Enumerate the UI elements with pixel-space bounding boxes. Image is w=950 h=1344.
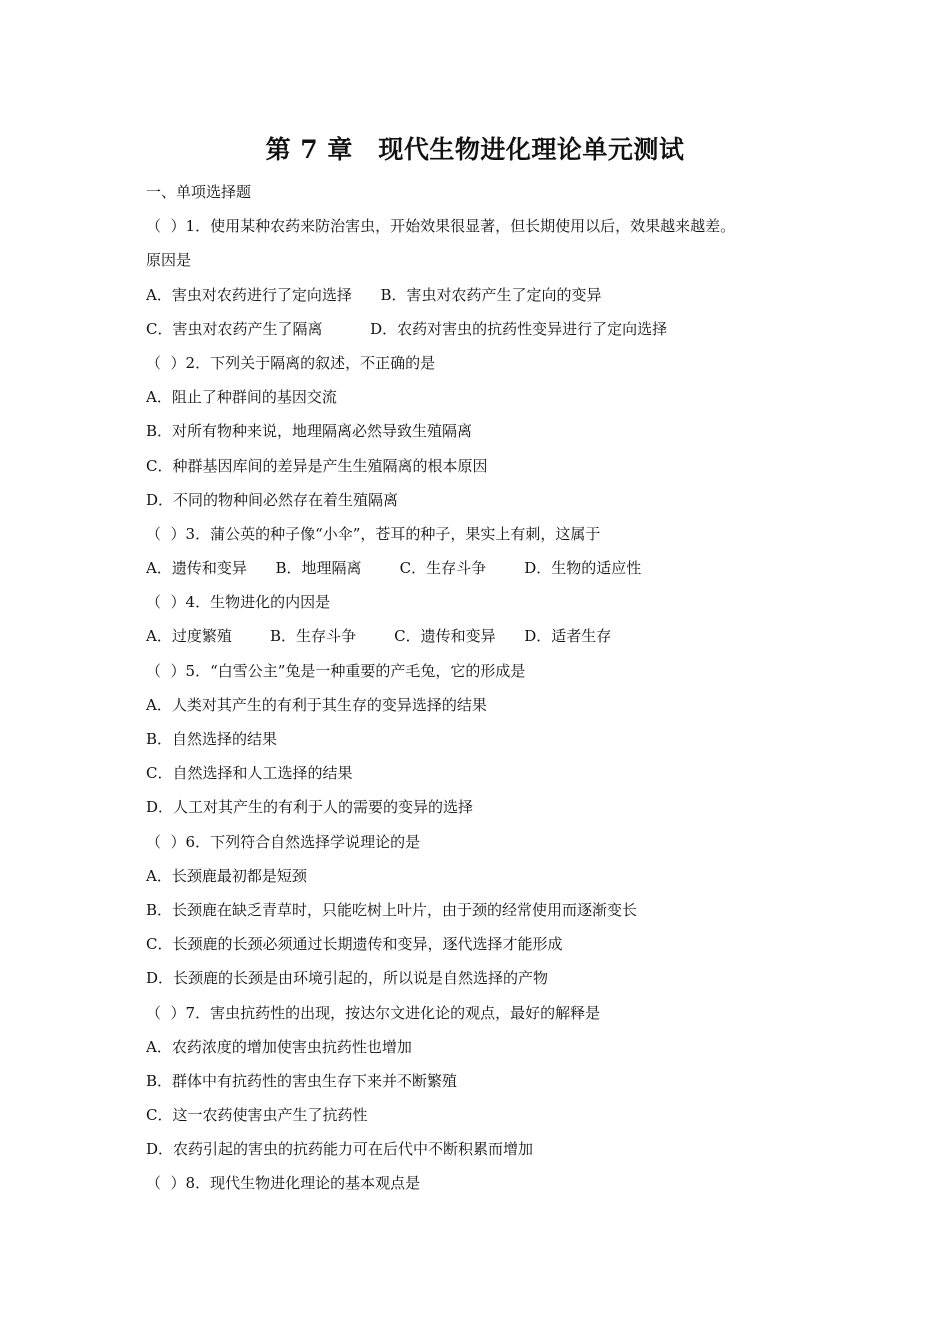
option-line: C．自然选择和人工选择的结果: [146, 764, 353, 783]
option-line: B．长颈鹿在缺乏青草时，只能吃树上叶片，由于颈的经常使用而逐渐变长: [146, 900, 638, 919]
question-line: 原因是: [146, 251, 192, 270]
option-line: D．长颈鹿的长颈是由环境引起的，所以说是自然选择的产物: [146, 969, 549, 988]
option-line: C．种群基因库间的差异是产生生殖隔离的根本原因: [146, 456, 488, 475]
option-line: B．群体中有抗药性的害虫生存下来并不断繁殖: [146, 1071, 458, 1090]
option-line: A．害虫对农药进行了定向选择 B．害虫对农药产生了定向的变异: [146, 285, 602, 304]
option-line: D．农药引起的害虫的抗药能力可在后代中不断积累而增加: [146, 1140, 534, 1159]
question-line: （ ）7．害虫抗药性的出现，按达尔文进化论的观点，最好的解释是: [146, 1003, 601, 1022]
question-line: （ ）4．生物进化的内因是: [146, 593, 331, 612]
question-line: （ ）3．蒲公英的种子像“小伞”，苍耳的种子，果实上有刺，这属于: [146, 524, 601, 543]
option-line: B．自然选择的结果: [146, 730, 278, 748]
question-line: （ ）5．“白雪公主”兔是一种重要的产毛兔，它的形成是: [146, 661, 526, 680]
option-line: A．农药浓度的增加使害虫抗药性也增加: [146, 1037, 412, 1056]
option-line: D．人工对其产生的有利于人的需要的变异的选择: [146, 798, 474, 817]
option-line: A．阻止了种群间的基因交流: [146, 388, 337, 407]
option-line: B．对所有物种来说，地理隔离必然导致生殖隔离: [146, 422, 473, 441]
option-line: A．长颈鹿最初都是短颈: [146, 866, 307, 885]
option-line: D．不同的物种间必然存在着生殖隔离: [146, 490, 399, 509]
option-line: C．长颈鹿的长颈必须通过长期遗传和变异，逐代选择才能形成: [146, 935, 563, 954]
option-line: A．过度繁殖 B．生存斗争 C．遗传和变异 D．适者生存: [146, 627, 612, 646]
page-title: 第 7 章 现代生物进化理论单元测试: [265, 135, 685, 164]
section-heading: 一、单项选择题: [146, 183, 252, 201]
option-line: A．人类对其产生的有利于其生存的变异选择的结果: [146, 695, 487, 714]
option-line: C．害虫对农药产生了隔离 D．农药对害虫的抗药性变异进行了定向选择: [146, 319, 668, 338]
option-line: C．这一农药使害虫产生了抗药性: [146, 1106, 368, 1125]
question-line: （ ）1．使用某种农药来防治害虫，开始效果很显著，但长期使用以后，效果越来越差。: [146, 217, 736, 236]
option-line: A．遗传和变异 B．地理隔离 C．生存斗争 D．生物的适应性: [146, 559, 642, 578]
question-line: （ ）8．现代生物进化理论的基本观点是: [146, 1174, 421, 1193]
question-line: （ ）6．下列符合自然选择学说理论的是: [146, 832, 421, 851]
question-list: [146, 175, 826, 1201]
question-line: （ ）2．下列关于隔离的叙述，不正确的是: [146, 353, 436, 372]
